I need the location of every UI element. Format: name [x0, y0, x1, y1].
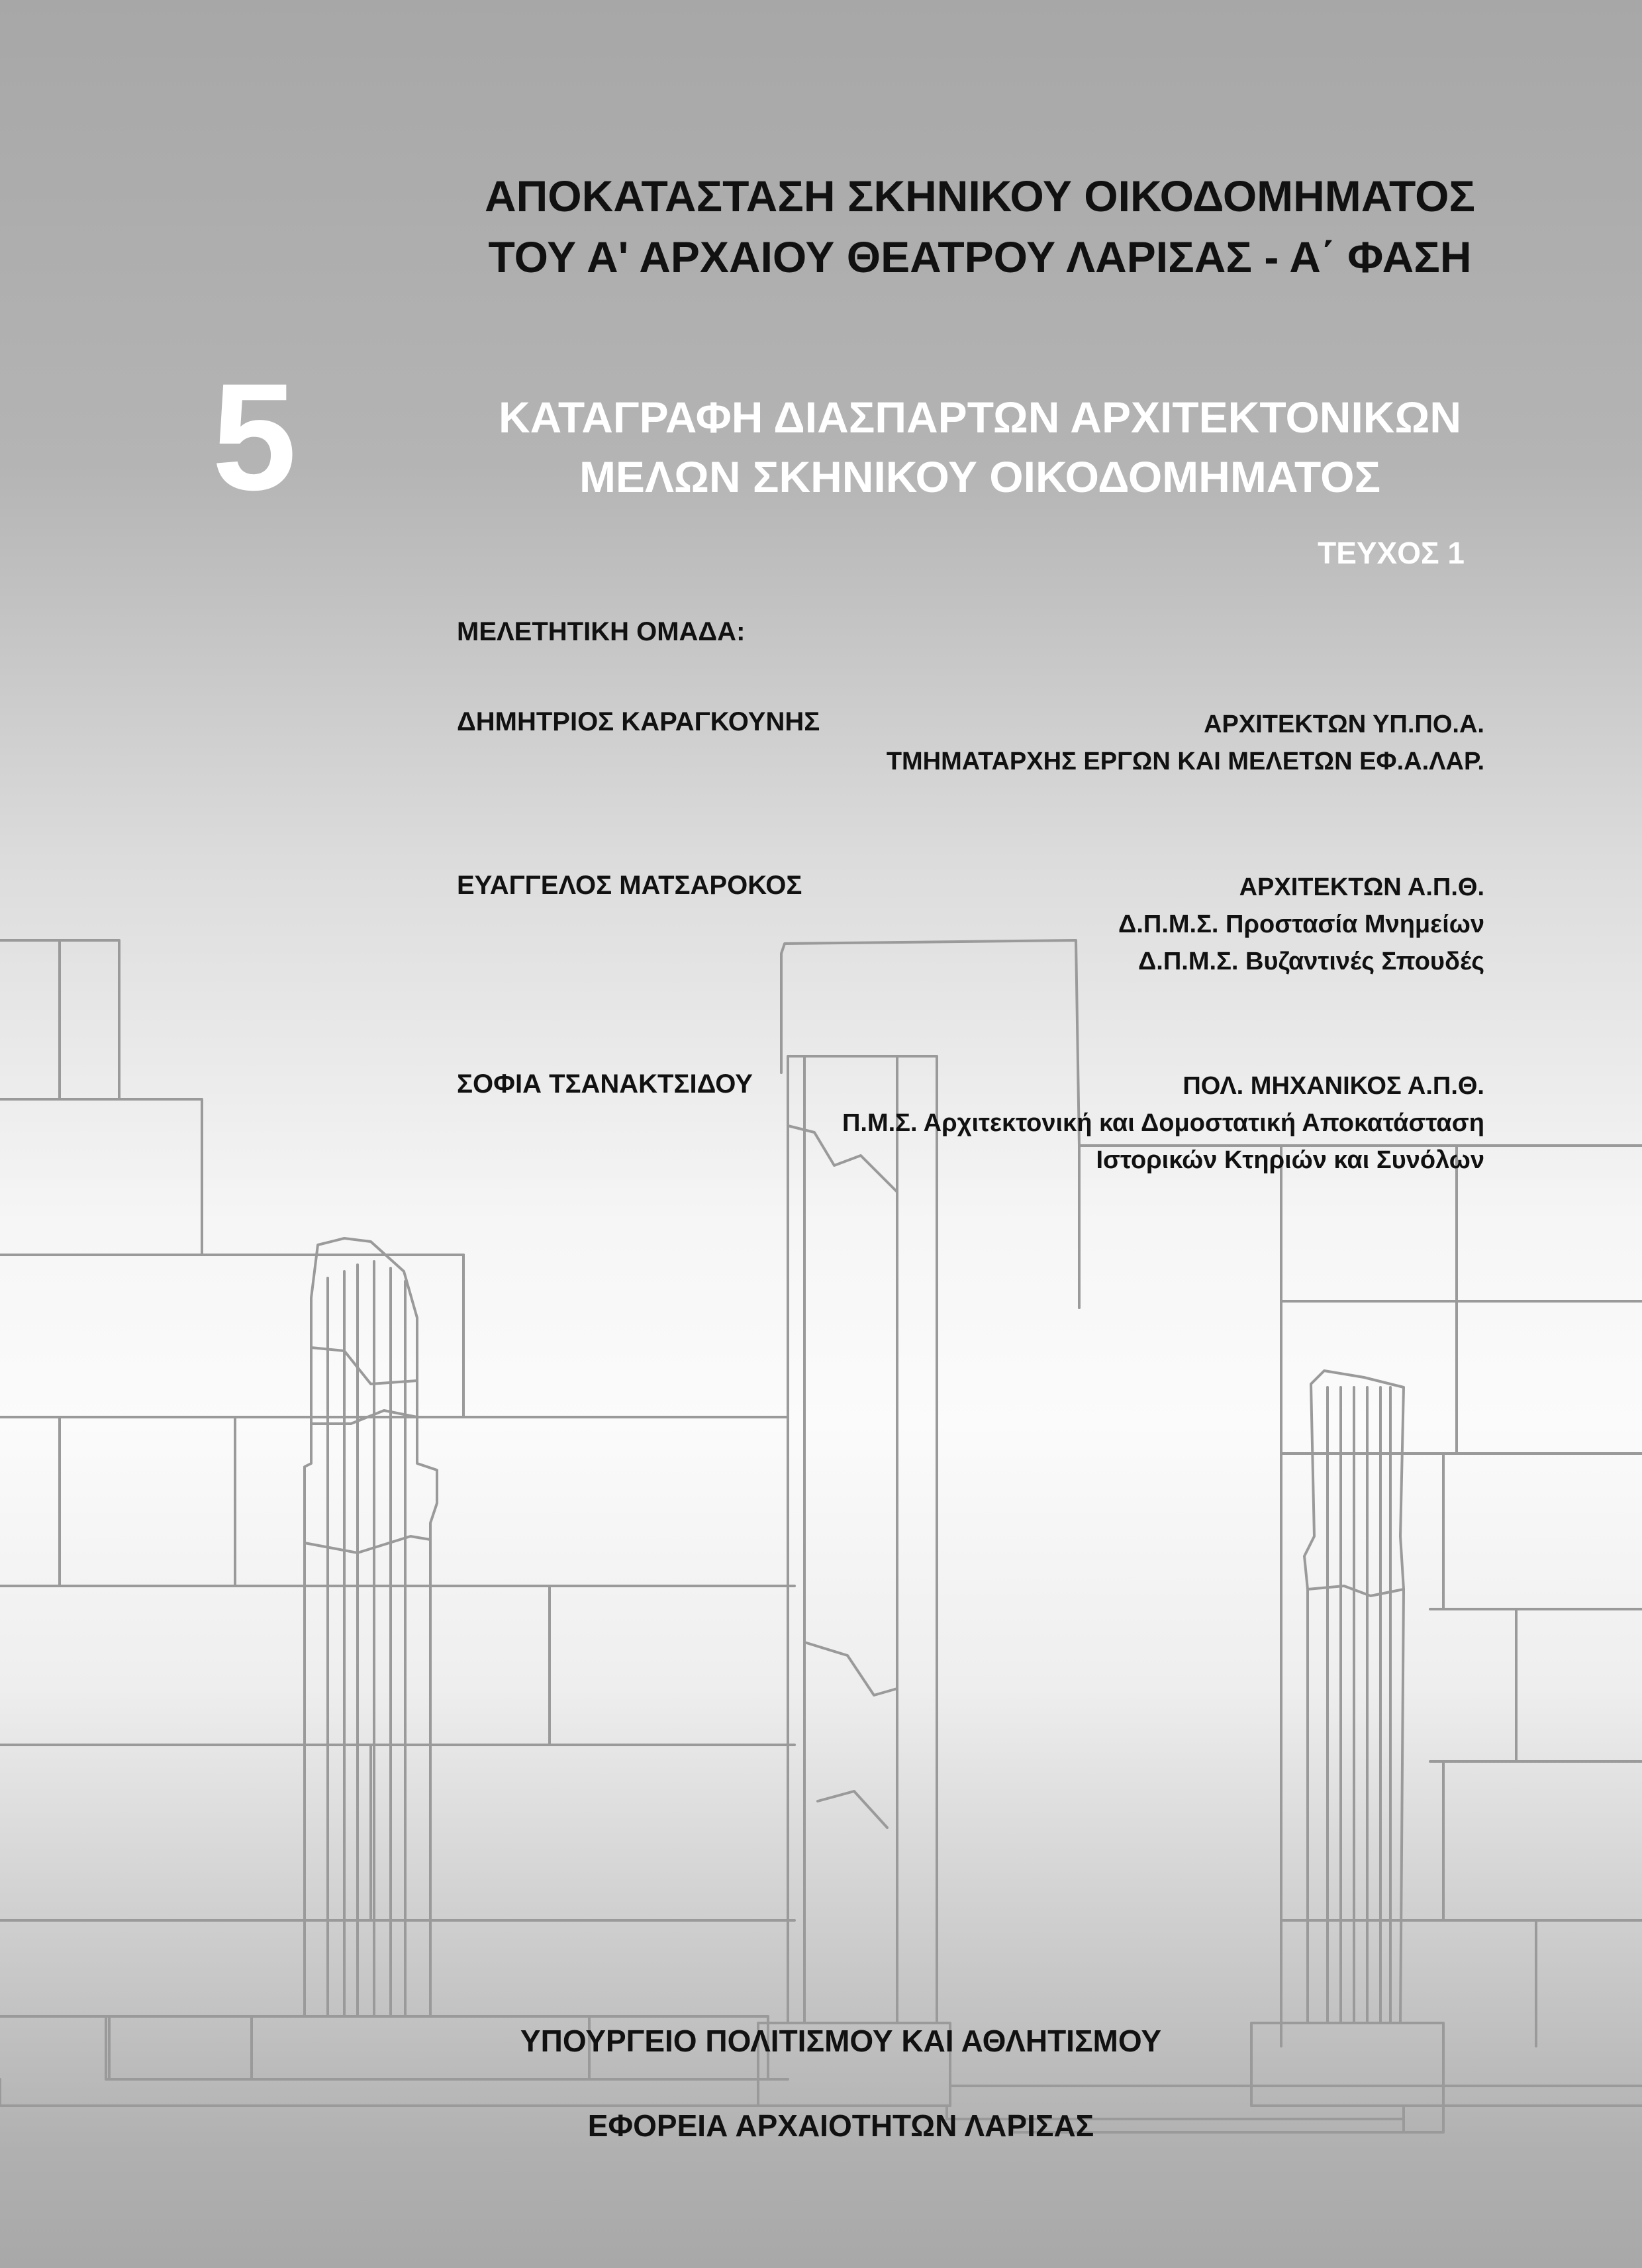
series-title	[450, 166, 1510, 287]
member-role: ΤΜΗΜΑΤΑΡΧΗΣ ΕΡΓΩΝ ΚΑΙ ΜΕΛΕΤΩΝ ΕΦ.Α.ΛΑΡ.	[886, 748, 1484, 775]
member-role: Δ.Π.Μ.Σ. Βυζαντινές Σπουδές	[1137, 948, 1484, 975]
volume-title	[450, 387, 1510, 507]
right-column	[1304, 1371, 1404, 2023]
volume-number: 5	[212, 352, 297, 522]
volume-title-line-1: ΚΑΤΑΓΡΑΦΗ ΔΙΑΣΠΑΡΤΩΝ ΑΡΧΙΤΕΚΤΟΝΙΚΩΝ	[498, 393, 1462, 442]
series-title-line-2: ΤΟΥ Α' ΑΡΧΑΙΟΥ ΘΕΑΤΡΟΥ ΛΑΡΙΣΑΣ - Α΄ ΦΑΣΗ	[488, 232, 1472, 281]
member-role: Ιστορικών Κτηριών και Συνόλων	[1096, 1146, 1484, 1174]
member-role: ΑΡΧΙΤΕΚΤΩΝ Α.Π.Θ.	[1239, 873, 1484, 901]
member-name-2: ΕΥΑΓΓΕΛΟΣ ΜΑΤΣΑΡΟΚΟΣ	[457, 871, 802, 900]
member-role: Π.Μ.Σ. Αρχιτεκτονική και Δομοστατική Αποκατάσταση	[842, 1109, 1484, 1137]
member-roles-3	[842, 1067, 1484, 1179]
series-title-line-1: ΑΠΟΚΑΤΑΣΤΑΣΗ ΣΚΗΝΙΚΟΥ ΟΙΚΟΔΟΜΗΜΑΤΟΣ	[484, 172, 1476, 221]
member-role: ΠΟΛ. ΜΗΧΑΝΙΚΟΣ Α.Π.Θ.	[1183, 1072, 1484, 1100]
member-role: ΑΡΧΙΤΕΚΤΩΝ ΥΠ.ΠΟ.Α.	[1204, 711, 1484, 738]
member-role: Δ.Π.Μ.Σ. Προστασία Μνημείων	[1118, 911, 1484, 938]
central-pier	[788, 1056, 937, 2023]
member-roles-2	[1118, 869, 1484, 980]
volume-title-line-2: ΜΕΛΩΝ ΣΚΗΝΙΚΟΥ ΟΙΚΟΔΟΜΗΜΑΤΟΣ	[579, 452, 1381, 501]
team-heading: ΜΕΛΕΤΗΤΙΚΗ ΟΜΑΔΑ:	[457, 617, 746, 646]
ephorate-name: ΕΦΟΡΕΙΑ ΑΡΧΑΙΟΤΗΤΩΝ ΛΑΡΙΣΑΣ	[587, 2108, 1094, 2143]
issue-label: ΤΕΥΧΟΣ 1	[1318, 536, 1465, 570]
member-name-1: ΔΗΜΗΤΡΙΟΣ ΚΑΡΑΓΚΟΥΝΗΣ	[457, 707, 820, 736]
ministry-name: ΥΠΟΥΡΓΕΙΟ ΠΟΛΙΤΙΣΜΟΥ ΚΑΙ ΑΘΛΗΤΙΣΜΟΥ	[520, 2024, 1162, 2058]
member-roles-1	[887, 706, 1484, 780]
member-name-3: ΣΟΦΙΑ ΤΣΑΝΑΚΤΣΙΔΟΥ	[457, 1069, 753, 1099]
